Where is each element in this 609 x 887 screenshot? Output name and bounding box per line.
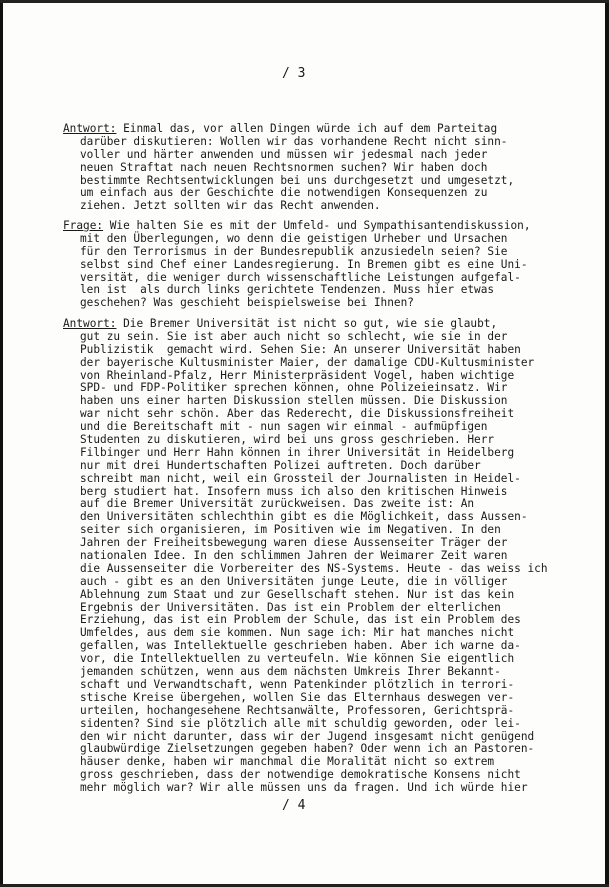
- text-line: von Rheinland-Pfalz, Herr Ministerpräsident Vogel, haben wichtige: [80, 368, 515, 382]
- text-line: glaubwürdige Zielsetzungen gegeben haben? Oder wenn ich an Pastoren-: [80, 742, 535, 756]
- text-line: Studenten zu diskutieren, wird bei uns gross geschrieben. Herr: [80, 433, 495, 447]
- text-line: Filbinger und Herr Hahn können in ihrer Universität in Heidelberg: [80, 445, 515, 459]
- text-line: um einfach aus der Geschichte die notwendigen Konsequenzen zu: [80, 186, 488, 200]
- text-line: sidenten? Sind sie plötzlich alle mit schuldig geworden, oder lei-: [80, 716, 521, 730]
- text-line: stische Kreise übergehen, wollen Sie das Elternhaus deswegen ver-: [80, 690, 515, 704]
- text-line: Ergebnis der Universitäten. Das ist ein Problem der elterlichen: [80, 600, 501, 614]
- text-line: Erziehung, das ist ein Problem der Schule, das ist ein Problem des: [80, 613, 521, 627]
- section-label: Antwort:: [63, 122, 117, 135]
- text-line: len ist als durch links gerichtete Tendenzen. Muss hier etwas: [80, 283, 495, 297]
- text-line: gefallen, was Intellektuelle geschrieben haben. Aber ich warne da-: [80, 639, 521, 653]
- scan-edge-top: [0, 0, 609, 3]
- text-line: schaft und Verwandtschaft, wenn Patenkinder plötzlich in terrori-: [80, 677, 515, 691]
- section-label: Frage:: [63, 219, 104, 232]
- text-line: und die Bereitschaft mit - nun sagen wir einmal - aufmüpfigen: [80, 420, 488, 434]
- answer-block-2: [63, 318, 593, 795]
- text-line: geschehen? Was geschieht beispielsweise bei Ihnen?: [80, 296, 414, 310]
- section-label: Antwort:: [63, 317, 117, 330]
- text-line: für den Terrorismus in der Bundesrepublik anzusiedeln seien? Sie: [80, 244, 508, 258]
- text-line: Publizistik gemacht wird. Sehen Sie: An unserer Universität haben: [80, 342, 521, 356]
- text-line: die Aussenseiter die Vorbereiter des NS-Systems. Heute - das weiss ich: [80, 561, 548, 575]
- text-line: urteilen, hochangesehene Rechtsanwälte, Professoren, Gerichtsprä-: [80, 703, 515, 717]
- text-line: selbst sind Chef einer Landesregierung. In Bremen gibt es eine Uni-: [80, 257, 528, 271]
- text-line: mit den Überlegungen, wo denn die geistigen Urheber und Ursachen: [80, 231, 508, 245]
- text-line: vor, die Intellektuellen zu verteufeln. Wie können Sie eigentlich: [80, 652, 515, 666]
- text-line: haben uns einer harten Diskussion stellen müssen. Die Diskussion: [80, 394, 508, 408]
- text-line: voller und härter anwenden und müssen wir jedesmal nach jeder: [80, 147, 488, 161]
- text-line: seiter sich organisieren, im Positiven wie im Negativen. In den: [80, 523, 501, 537]
- text-line: war nicht sehr schön. Aber das Rederecht, die Diskussionsfreiheit: [80, 407, 515, 421]
- text-line: gross geschrieben, dass der notwendige demokratische Konsens nicht: [80, 768, 521, 782]
- text-line: den Universitäten schlechthin gibt es die Möglichkeit, dass Aussen-: [80, 510, 528, 524]
- text-line: auf die Bremer Universität zurückweisen. Das zweite ist: An: [80, 497, 475, 511]
- text-line: Ablehnung zum Staat und zur Gesellschaft stehen. Nur ist das kein: [80, 587, 515, 601]
- text-line: jemanden schützen, wenn aus dem nächsten Umkreis Ihrer Bekannt-: [80, 665, 501, 679]
- text-line: ziehen. Jetzt sollten wir das Recht anwenden.: [80, 199, 381, 213]
- text-line: nur mit drei Hundertschaften Polizei auftreten. Doch darüber: [80, 458, 481, 472]
- section-first-line: Antwort: Einmal das, vor allen Dingen würde ich auf dem Parteitag: [63, 122, 498, 135]
- text-line: berg studiert hat. Insofern muss ich also den kritischen Hinweis: [80, 484, 508, 498]
- text-line: mehr möglich war? Wir alle müssen uns da fragen. Und ich würde hier: [80, 781, 528, 795]
- text-line: auch - gibt es an den Universitäten junge Leute, die in völliger: [80, 574, 508, 588]
- text-line: bestimmte Rechtsentwicklungen bei uns durchgesetzt und umgesetzt,: [80, 173, 515, 187]
- answer-block-1: [63, 123, 593, 213]
- page-number-top: / 3: [282, 66, 306, 81]
- text-line: Jahren der Freiheitsbewegung waren diese Aussenseiter Träger der: [80, 536, 508, 550]
- question-block: [63, 220, 593, 310]
- scan-edge-left: [0, 0, 3, 887]
- page-number-bottom: / 4: [282, 798, 306, 813]
- text-line: versität, die weniger durch wissenschaftliche Leistungen aufgefal-: [80, 270, 521, 284]
- text-line: SPD- und FDP-Politiker sprechen können, ohne Polizeieinsatz. Wir: [80, 381, 508, 395]
- scan-edge-right: [605, 0, 609, 887]
- text-line: neuen Straftat nach neuen Rechtsnormen suchen? Wir haben doch: [80, 160, 488, 174]
- section-first-line: Frage: Wie halten Sie es mit der Umfeld- und Sympathisantendiskussion,: [63, 219, 531, 232]
- text-line: schreibt man nicht, weil ein Grossteil der Journalisten in Heidel-: [80, 471, 521, 485]
- text-line: darüber diskutieren: Wollen wir das vorhandene Recht nicht sinn-: [80, 134, 508, 148]
- text-line: gut zu sein. Sie ist aber auch nicht so schlecht, wie sie in der: [80, 329, 508, 343]
- text-line: den wir nicht darunter, dass wir der Jugend insgesamt nicht genügend: [80, 729, 535, 743]
- text-line: nationalen Idee. In den schlimmen Jahren der Weimarer Zeit waren: [80, 549, 508, 563]
- text-line: Umfeldes, aus dem sie kommen. Nun sage ich: Mir hat manches nicht: [80, 626, 515, 640]
- section-first-line: Antwort: Die Bremer Universität ist nicht so gut, wie sie glaubt,: [63, 317, 498, 330]
- text-line: häuser denke, haben wir manchmal die Moralität nicht so extrem: [80, 755, 495, 769]
- text-line: der bayerische Kultusminister Maier, der damalige CDU-Kultusminister: [80, 355, 535, 369]
